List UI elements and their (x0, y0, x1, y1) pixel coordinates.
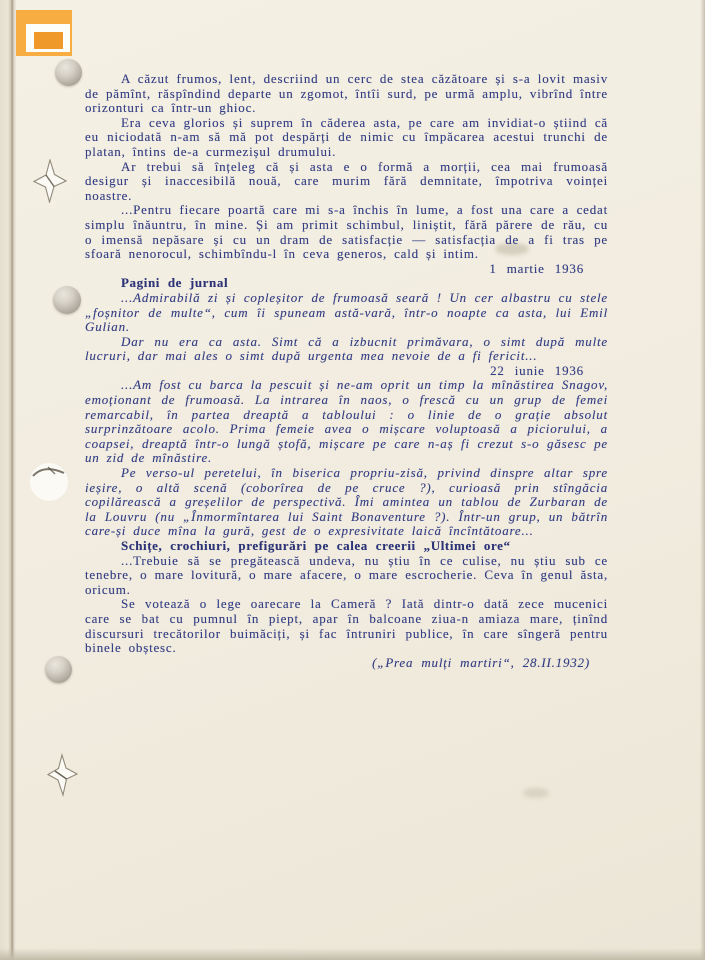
paragraph: A căzut frumos, lent, descriind un cerc de stea căzătoare și s-a lovit masiv de pămînt, răspîndind departe un zgomot, întîi surd, pe urmă amplu, vibrînd între orizonturi ca într-un ghioc. (85, 71, 608, 116)
paragraph-italic: ...Am fost cu barca la pescuit și ne-am oprit un timp la mînăstirea Snagov, emoționant de frumoasă. La intrarea în naos, o frescă cu un grup de femei remarcabil, în partea dreaptă a tabloului : o linie de o grație absolut surprinzătoare acolo. Prima femeie avea o mișcare voluptoasă a piciorului, a coapsei, dreaptă într-o lungă ștofă, mișcare pe care n-aș fi crezut s-o găsesc pe un zid de mînăstire. (85, 377, 608, 466)
paper-tear (47, 753, 78, 802)
attribution: („Prea mulți martiri“, 28.II.1932) (372, 654, 590, 670)
paper-tear (28, 460, 71, 508)
journal-date: 22 iunie 1936 (490, 362, 584, 378)
paragraph: Ar trebui să înțeleg că și asta e o formă a morții, cea mai frumoasă desigur și inaccesibilă nouă, care murim fără demnitate, împotriva voinței noastre. (85, 158, 608, 203)
page-text (85, 72, 608, 670)
paper-tear (33, 159, 67, 208)
paragraph: ...Pentru fiecare poartă care mi s-a închis în lume, a fost una care a cedat simplu înăuntru, în mine. Și am primit schimbul, liniștit, fără părere de rău, cu o imensă nepăsare și cu un dram de satisfacție — satisfacția de a fi tras pe sfoară nenorocul, schimbîndu-l în ceva generos, cald și intim. (85, 202, 608, 262)
paragraph: Se votează o lege oarecare la Cameră ? Iată dintr-o dată zece mucenici care se bat cu pumnul în piept, apar în balcoane ziua-n amiaza mare, ținînd discursuri trecătorilor buimăciți, și fac întruniri publice, în care sîngeră pentru binele obștesc. (85, 596, 608, 656)
page-left-edge (0, 0, 16, 960)
paragraph-italic: ...Admirabilă zi și copleșitor de frumoasă seară ! Un cer albastru cu stele „foșnitor de multe“, cum îi spuneam astă-vară, într-o noapte ca asta, lui Emil Gulian. (85, 289, 608, 335)
orange-logo-icon (16, 10, 72, 56)
paper-stain (523, 788, 549, 798)
logo-frame-icon (26, 24, 70, 52)
punch-hole (45, 656, 72, 683)
paragraph: ...Trebuie să se pregătească undeva, nu știu în ce culise, nu știu sub ce tenebre, o mare lovitură, o mare afacere, o mare escrocherie. Ceva în genul ăsta, oricum. (85, 552, 608, 597)
paragraph-italic: Dar nu era ca asta. Simt că a izbucnit primăvara, o simt după multe lucruri, dar mai ales o simt după urgenta mea nevoie de a fi fericit... (85, 333, 608, 364)
page-bottom-edge (0, 948, 705, 960)
punch-hole (55, 59, 82, 86)
paragraph-italic: Pe verso-ul peretelui, în biserica propriu-zisă, privind dinspre altar spre ieșire, o altă scenă (coborîrea de pe cruce ?), curioasă prin stîngăcia copilărească a greșelilor de perspectivă. Îmi amintea un tablou de Zurbaran de la Louvru (nu „Înmormîntarea lui Saint Bonaventure ?). Într-un grup, un bătrîn care-și duce mîna la gură, gest de o expresivitate laică încîntătoare... (85, 465, 608, 539)
journal-date: 1 martie 1936 (489, 260, 584, 276)
page-right-edge (700, 0, 705, 960)
section-heading: Schițe, crochiuri, prefigurări pe calea creerii „Ultimei ore“ (121, 538, 511, 553)
paragraph: Era ceva glorios și suprem în căderea asta, pe care am invidiat-o știind că eu niciodată n-am să mă pot despărți de nimic cu împăcarea acestui trunchi de platan, întins de-a curmezișul drumului. (85, 114, 608, 159)
section-heading: Pagini de jurnal (121, 275, 229, 291)
punch-hole (53, 286, 81, 314)
